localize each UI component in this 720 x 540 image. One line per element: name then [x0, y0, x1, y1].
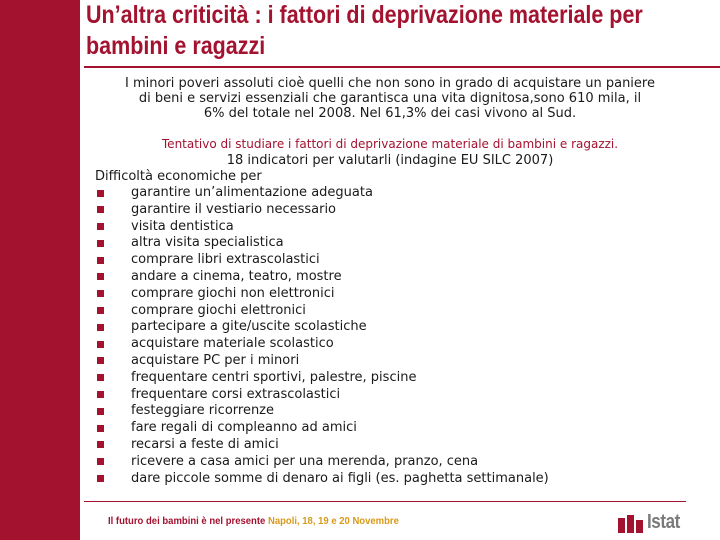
intro-line-3: 6% del totale nel 2008. Nel 61,3% dei casi vivono al Sud.: [203, 106, 577, 121]
footer-event: Napoli, 18, 19 e 20 Novembre: [267, 516, 399, 527]
title-divider: [84, 66, 720, 68]
istat-logo-wordmark: Istat: [647, 511, 680, 533]
bullet-square-icon: [97, 240, 104, 247]
list-item-text: dare piccole somme di denaro ai figli (es. paghetta settimanale): [131, 470, 549, 486]
list-item-text: garantire il vestiario necessario: [131, 201, 337, 217]
list-item-text: comprare giochi non elettronici: [131, 285, 335, 301]
bullet-square-icon: [97, 190, 104, 197]
list-item-text: recarsi a feste di amici: [131, 436, 279, 452]
list-item-text: frequentare corsi extrascolastici: [131, 386, 341, 402]
title-line-1: Un’altra criticità : i fattori di deprivazione materiale per: [86, 1, 643, 29]
bullet-square-icon: [97, 290, 104, 297]
list-item-text: acquistare PC per i minori: [131, 352, 300, 368]
bullet-square-icon: [97, 408, 104, 415]
istat-logo: [618, 510, 690, 536]
list-item-text: comprare libri extrascolastici: [131, 252, 320, 268]
section-heading: Difficoltà economiche per: [95, 169, 262, 184]
bullet-square-icon: [97, 324, 104, 331]
list-item-text: altra visita specialistica: [131, 235, 284, 251]
left-accent-bar: [0, 0, 80, 540]
bullet-square-icon: [97, 357, 104, 364]
indicators-text: 18 indicatori per valutarli (indagine EU SILC 2007): [226, 153, 554, 168]
study-attempt-text: Tentativo di studiare i fattori di deprivazione materiale di bambini e ragazzi.: [161, 137, 619, 151]
istat-logo-mark-icon: [618, 513, 644, 533]
footer-tagline: Il futuro dei bambini è nel presente: [108, 516, 266, 527]
slide-title: [86, 0, 643, 62]
bullet-square-icon: [97, 257, 104, 264]
bullet-square-icon: [97, 273, 104, 280]
bullet-square-icon: [97, 475, 104, 482]
footer: [108, 516, 399, 527]
list-item-text: garantire un’alimentazione adeguata: [131, 185, 373, 200]
list-item-text: partecipare a gite/uscite scolastiche: [131, 319, 367, 335]
bullet-square-icon: [97, 206, 104, 213]
bullet-square-icon: [97, 341, 104, 348]
bullet-square-icon: [97, 307, 104, 314]
title-line-2: bambini e ragazzi: [86, 32, 266, 60]
bullet-square-icon: [97, 425, 104, 432]
list-item-text: frequentare centri sportivi, palestre, piscine: [131, 369, 417, 385]
bullet-square-icon: [97, 441, 104, 448]
list-item-text: ricevere a casa amici per una merenda, pranzo, cena: [131, 453, 479, 469]
bullet-square-icon: [97, 223, 104, 230]
bullet-square-icon: [97, 374, 104, 381]
bullet-square-icon: [97, 391, 104, 398]
intro-line-2: di beni e servizi essenziali che garantisca una vita dignitosa,sono 610 mila, il: [138, 91, 642, 106]
intro-line-1: I minori poveri assoluti cioè quelli che non sono in grado di acquistare un paniere: [125, 76, 655, 91]
list-item-text: acquistare materiale scolastico: [131, 336, 334, 352]
list-item-text: festeggiare ricorrenze: [131, 403, 275, 419]
list-item-text: fare regali di compleanno ad amici: [131, 420, 357, 436]
list-item-text: visita dentistica: [131, 218, 234, 234]
list-item-text: andare a cinema, teatro, mostre: [131, 268, 342, 284]
bullet-square-icon: [97, 458, 104, 465]
intro-paragraph: [98, 76, 682, 121]
footer-divider: [84, 501, 686, 502]
list-item-text: comprare giochi elettronici: [131, 302, 306, 318]
